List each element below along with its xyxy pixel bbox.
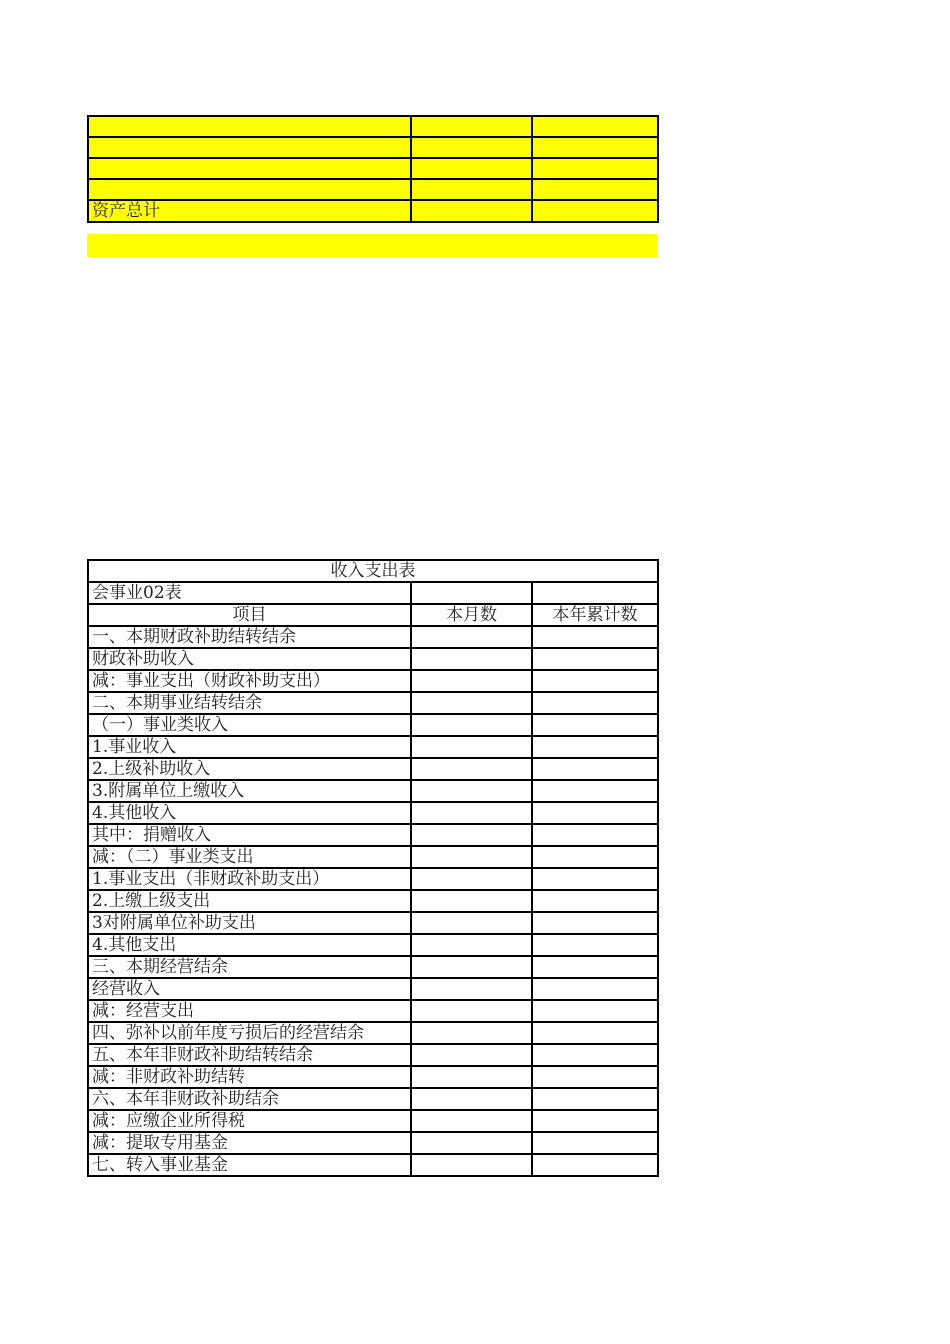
month-value-cell[interactable] — [411, 714, 532, 736]
row-label: 一、本期财政补助结转结余 — [88, 626, 411, 648]
year-value-cell[interactable] — [532, 736, 658, 758]
month-value-cell[interactable] — [411, 780, 532, 802]
month-value-cell[interactable] — [411, 912, 532, 934]
year-value-cell[interactable] — [532, 1022, 658, 1044]
month-value-cell[interactable] — [411, 1044, 532, 1066]
year-value-cell[interactable] — [532, 890, 658, 912]
table-row — [88, 714, 658, 736]
month-value-cell[interactable] — [411, 890, 532, 912]
year-value-cell[interactable] — [532, 978, 658, 1000]
income-table-body — [88, 560, 658, 1176]
table-row — [88, 648, 658, 670]
row-label: 减：提取专用基金 — [88, 1132, 411, 1154]
row-label: 二、本期事业结转结余 — [88, 692, 411, 714]
month-value-cell[interactable] — [411, 824, 532, 846]
header-month: 本月数 — [411, 604, 532, 626]
asset-value-cell[interactable] — [532, 116, 658, 137]
year-value-cell[interactable] — [532, 1132, 658, 1154]
month-value-cell[interactable] — [411, 934, 532, 956]
asset-value-cell[interactable] — [411, 158, 532, 179]
year-value-cell[interactable] — [532, 802, 658, 824]
row-label: 三、本期经营结余 — [88, 956, 411, 978]
asset-value-cell[interactable] — [532, 137, 658, 158]
table-row — [88, 956, 658, 978]
year-value-cell[interactable] — [532, 758, 658, 780]
table-row — [88, 890, 658, 912]
asset-value-cell[interactable] — [411, 116, 532, 137]
asset-row — [88, 116, 658, 137]
month-value-cell[interactable] — [411, 1088, 532, 1110]
month-value-cell[interactable] — [411, 1132, 532, 1154]
asset-table-body — [88, 116, 658, 222]
table-row — [88, 1088, 658, 1110]
row-label: 五、本年非财政补助结转结余 — [88, 1044, 411, 1066]
title-row — [88, 560, 658, 582]
row-label: 四、弥补以前年度亏损后的经营结余 — [88, 1022, 411, 1044]
row-label: （一）事业类收入 — [88, 714, 411, 736]
table-row — [88, 802, 658, 824]
asset-value-cell[interactable] — [411, 179, 532, 200]
row-label: 1.事业支出（非财政补助支出） — [88, 868, 411, 890]
asset-value-cell[interactable] — [411, 137, 532, 158]
table-row — [88, 978, 658, 1000]
row-label: 4.其他收入 — [88, 802, 411, 824]
form-code-cell-month[interactable] — [411, 582, 532, 604]
row-label: 六、本年非财政补助结余 — [88, 1088, 411, 1110]
asset-row-label — [88, 158, 411, 179]
year-value-cell[interactable] — [532, 824, 658, 846]
month-value-cell[interactable] — [411, 1022, 532, 1044]
income-expenditure-table — [87, 559, 659, 1177]
month-value-cell[interactable] — [411, 1000, 532, 1022]
header-item: 项目 — [88, 604, 411, 626]
year-value-cell[interactable] — [532, 956, 658, 978]
row-label: 3.附属单位上缴收入 — [88, 780, 411, 802]
year-value-cell[interactable] — [532, 1154, 658, 1176]
row-label: 3对附属单位补助支出 — [88, 912, 411, 934]
year-value-cell[interactable] — [532, 1000, 658, 1022]
table-row — [88, 1110, 658, 1132]
asset-value-cell[interactable] — [411, 200, 532, 222]
month-value-cell[interactable] — [411, 978, 532, 1000]
asset-row-label — [88, 179, 411, 200]
year-value-cell[interactable] — [532, 626, 658, 648]
row-label: 2.上级补助收入 — [88, 758, 411, 780]
row-label: 减：经营支出 — [88, 1000, 411, 1022]
year-value-cell[interactable] — [532, 934, 658, 956]
asset-row — [88, 158, 658, 179]
table-row — [88, 692, 658, 714]
asset-row-label: 资产总计 — [88, 200, 411, 222]
table-row — [88, 1066, 658, 1088]
year-value-cell[interactable] — [532, 780, 658, 802]
month-value-cell[interactable] — [411, 802, 532, 824]
year-value-cell[interactable] — [532, 846, 658, 868]
year-value-cell[interactable] — [532, 1110, 658, 1132]
row-label: 2.上缴上级支出 — [88, 890, 411, 912]
row-label: 4.其他支出 — [88, 934, 411, 956]
header-year: 本年累计数 — [532, 604, 658, 626]
row-label: 其中：捐赠收入 — [88, 824, 411, 846]
year-value-cell[interactable] — [532, 1088, 658, 1110]
asset-value-cell[interactable] — [532, 200, 658, 222]
month-value-cell[interactable] — [411, 648, 532, 670]
table-row — [88, 1132, 658, 1154]
table-row — [88, 626, 658, 648]
asset-value-cell[interactable] — [532, 158, 658, 179]
row-label: 减：非财政补助结转 — [88, 1066, 411, 1088]
row-label: 七、转入事业基金 — [88, 1154, 411, 1176]
month-value-cell[interactable] — [411, 736, 532, 758]
asset-summary-table — [87, 115, 659, 223]
month-value-cell[interactable] — [411, 692, 532, 714]
table-row — [88, 670, 658, 692]
month-value-cell[interactable] — [411, 1154, 532, 1176]
asset-row — [88, 137, 658, 158]
table-row — [88, 1044, 658, 1066]
month-value-cell[interactable] — [411, 956, 532, 978]
row-label: 财政补助收入 — [88, 648, 411, 670]
table-row — [88, 758, 658, 780]
month-value-cell[interactable] — [411, 758, 532, 780]
row-label: 1.事业收入 — [88, 736, 411, 758]
table-row — [88, 780, 658, 802]
highlight-band — [87, 234, 657, 257]
row-label: 经营收入 — [88, 978, 411, 1000]
month-value-cell[interactable] — [411, 626, 532, 648]
form-code-cell-year[interactable] — [532, 582, 658, 604]
header-row — [88, 604, 658, 626]
row-label: 减：（二）事业类支出 — [88, 846, 411, 868]
year-value-cell[interactable] — [532, 1066, 658, 1088]
year-value-cell[interactable] — [532, 692, 658, 714]
asset-row-label — [88, 116, 411, 137]
asset-value-cell[interactable] — [532, 179, 658, 200]
month-value-cell[interactable] — [411, 670, 532, 692]
row-label: 减：事业支出（财政补助支出） — [88, 670, 411, 692]
table-row — [88, 846, 658, 868]
form-code: 会事业02表 — [88, 582, 411, 604]
table-row — [88, 912, 658, 934]
month-value-cell[interactable] — [411, 846, 532, 868]
table-row — [88, 1154, 658, 1176]
table-row — [88, 1000, 658, 1022]
form-code-row — [88, 582, 658, 604]
year-value-cell[interactable] — [532, 670, 658, 692]
table-title: 收入支出表 — [88, 560, 658, 582]
month-value-cell[interactable] — [411, 868, 532, 890]
table-row — [88, 934, 658, 956]
asset-row-label — [88, 137, 411, 158]
year-value-cell[interactable] — [532, 714, 658, 736]
table-row — [88, 868, 658, 890]
month-value-cell[interactable] — [411, 1110, 532, 1132]
month-value-cell[interactable] — [411, 1066, 532, 1088]
year-value-cell[interactable] — [532, 1044, 658, 1066]
row-label: 减：应缴企业所得税 — [88, 1110, 411, 1132]
year-value-cell[interactable] — [532, 868, 658, 890]
table-row — [88, 1022, 658, 1044]
table-row — [88, 736, 658, 758]
asset-row — [88, 179, 658, 200]
table-row — [88, 824, 658, 846]
year-value-cell[interactable] — [532, 912, 658, 934]
asset-row — [88, 200, 658, 222]
year-value-cell[interactable] — [532, 648, 658, 670]
